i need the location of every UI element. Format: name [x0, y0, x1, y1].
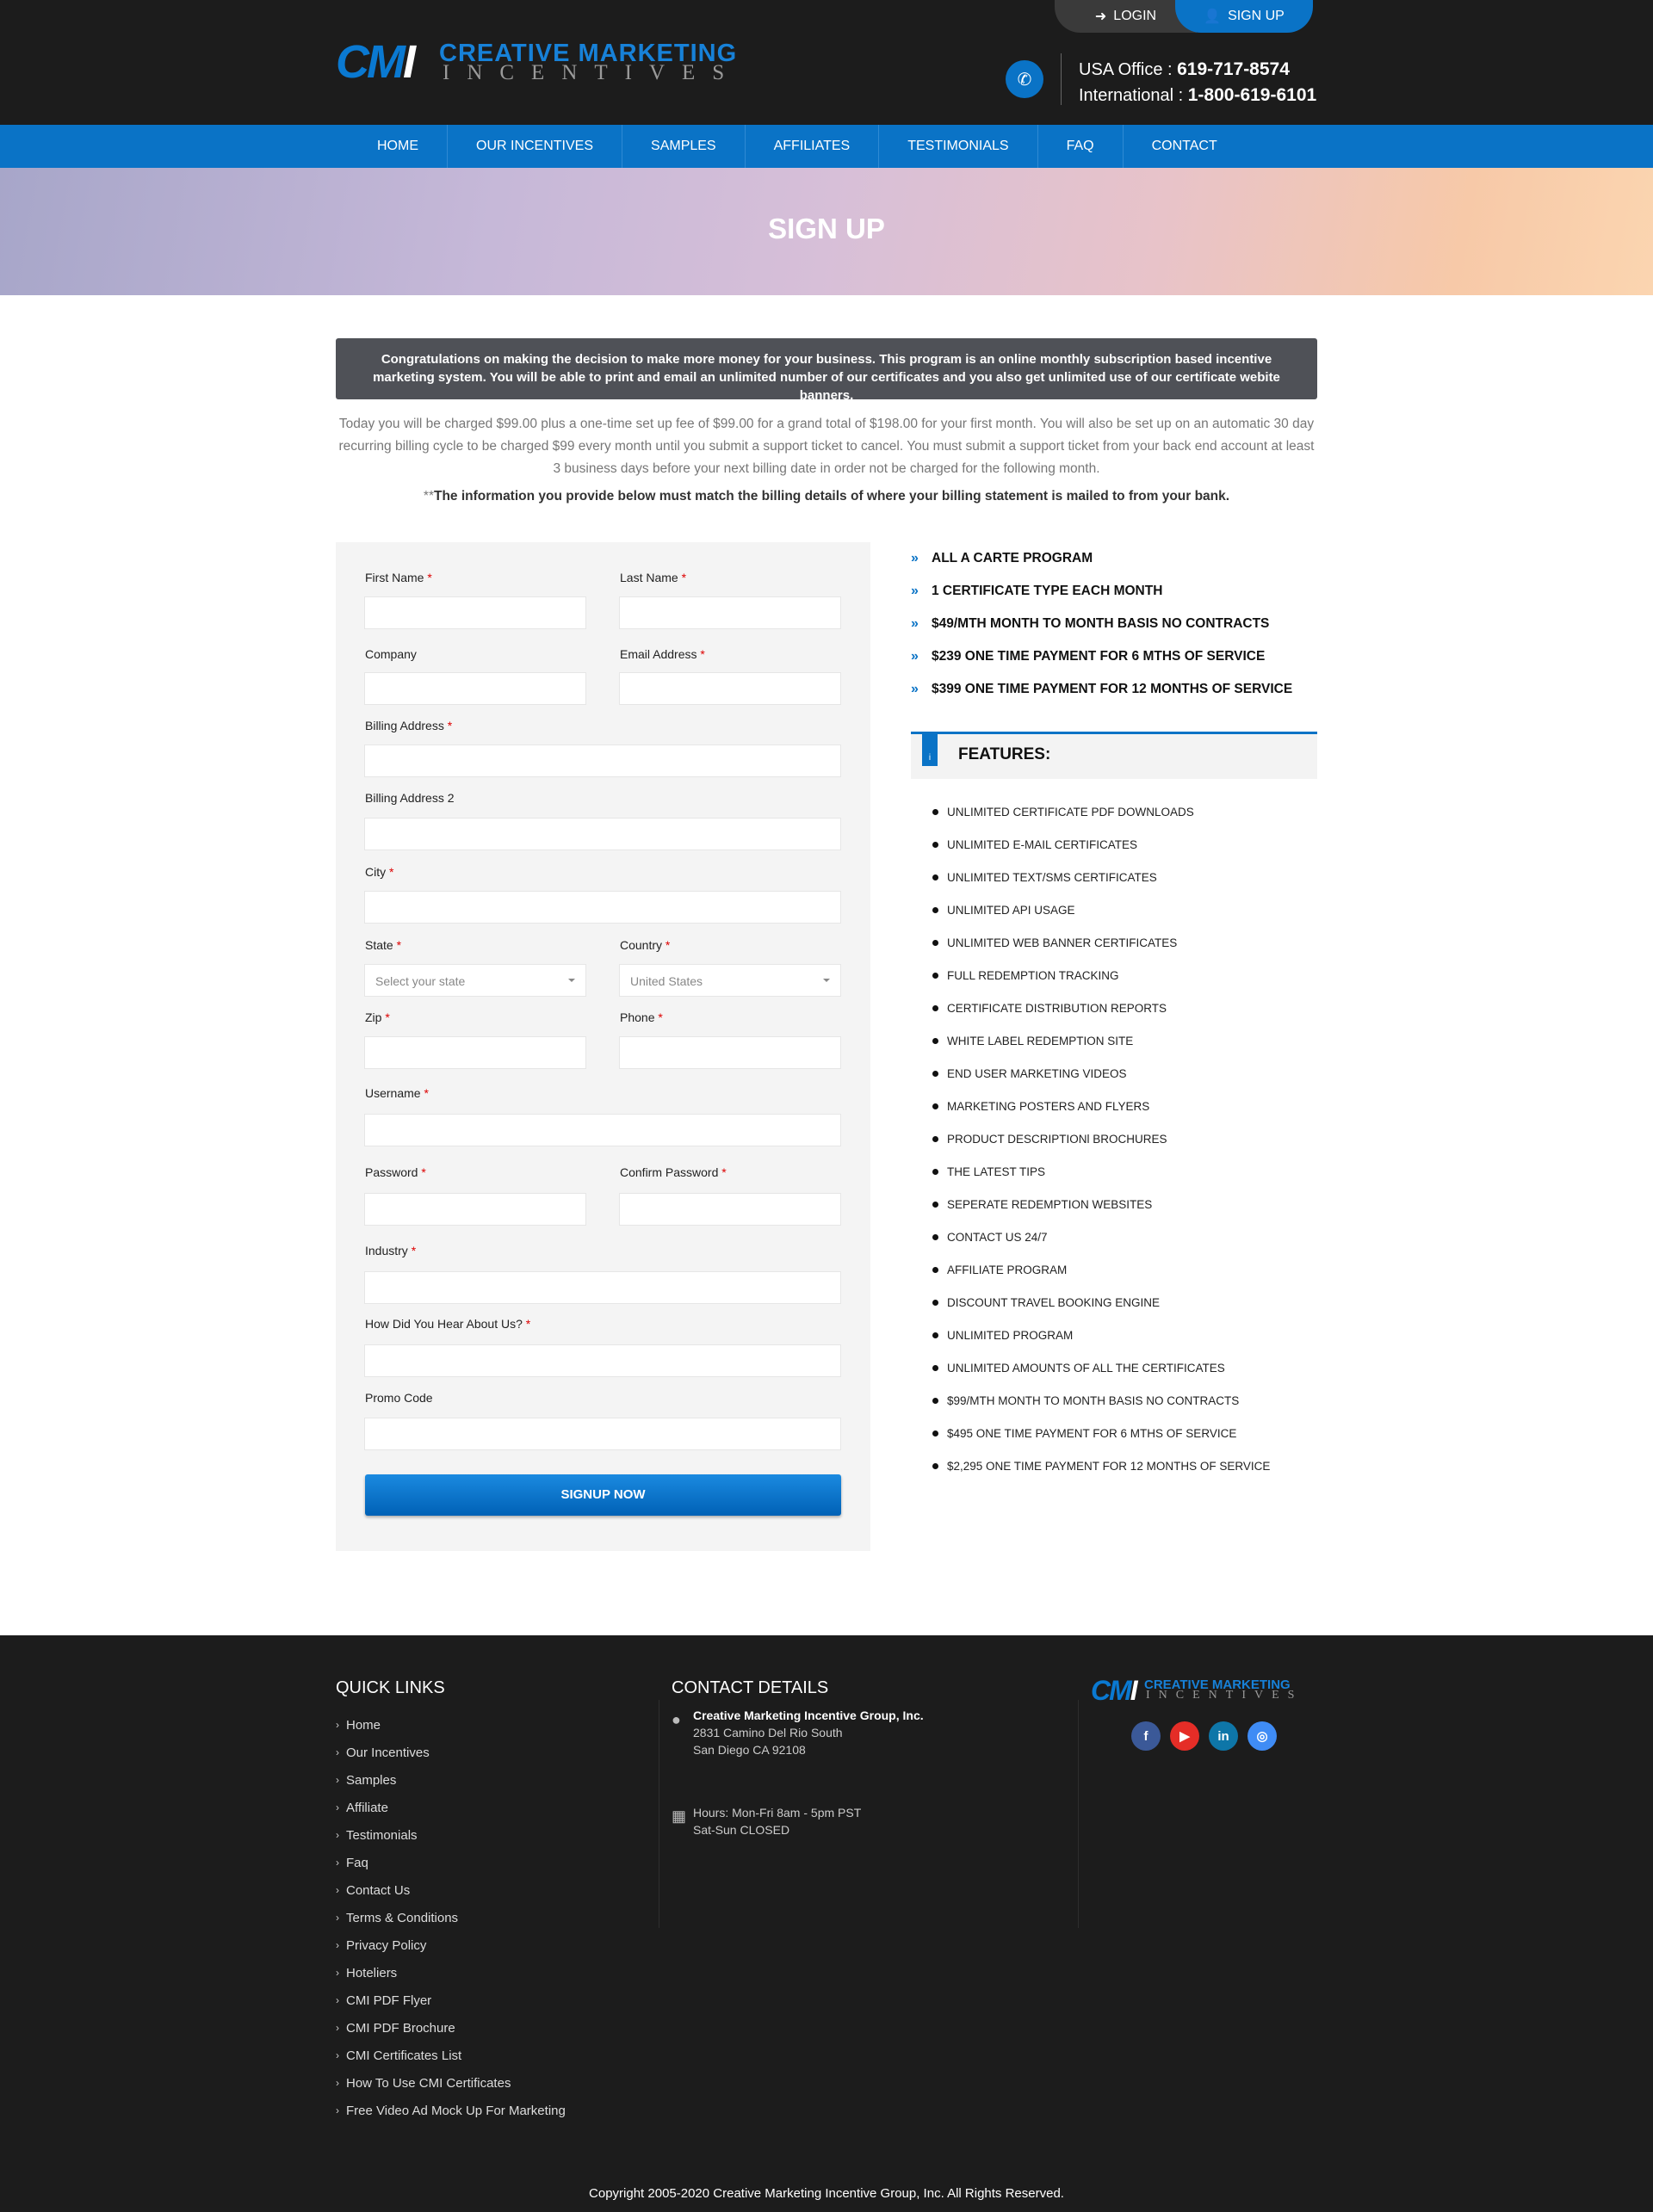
instagram-icon[interactable]: ◎: [1247, 1721, 1277, 1751]
zip-label: Zip *: [365, 1010, 390, 1024]
bullet-icon: [932, 842, 938, 848]
bullet-icon: [932, 1300, 938, 1306]
phone-icon: ✆: [1006, 60, 1043, 98]
chevron-down-icon: [568, 979, 575, 982]
bullet-icon: [932, 1038, 938, 1044]
bullet-icon: [932, 1463, 938, 1469]
map-pin-icon: ●: [672, 1711, 681, 1728]
password-field[interactable]: [364, 1193, 586, 1226]
company-label: Company: [365, 647, 417, 661]
hours-weekday: Hours: Mon-Fri 8am - 5pm PST: [693, 1806, 862, 1820]
features-title: FEATURES:: [958, 745, 1051, 763]
features-list: [932, 795, 1328, 1482]
list-item: UNLIMITED E-MAIL CERTIFICATES: [932, 828, 1328, 861]
list-item: UNLIMITED TEXT/SMS CERTIFICATES: [932, 861, 1328, 893]
list-item: PRODUCT DESCRIPTIONl BROCHURES: [932, 1122, 1328, 1155]
linkedin-icon[interactable]: in: [1209, 1721, 1238, 1751]
notice-prefix: **: [423, 489, 434, 504]
chevron-right-icon: ›: [336, 1857, 339, 1869]
list-item: $495 ONE TIME PAYMENT FOR 6 MTHS OF SERVICE: [932, 1417, 1328, 1449]
bullet-icon: [932, 1430, 938, 1437]
quick-links-title: QUICK LINKS: [336, 1678, 445, 1697]
billing-address-label: Billing Address *: [365, 719, 453, 732]
bullet-icon: [932, 1365, 938, 1371]
list-item: END USER MARKETING VIDEOS: [932, 1057, 1328, 1090]
logo-mark: CMI: [1091, 1675, 1136, 1706]
chevron-right-icon: ›: [336, 2077, 339, 2089]
calendar-icon: ▦: [672, 1807, 687, 1825]
list-item: » $239 ONE TIME PAYMENT FOR 6 MTHS OF SERVICE: [911, 649, 1266, 664]
logo-line2: INCENTIVES: [443, 61, 742, 84]
signup-button[interactable]: [1175, 0, 1313, 33]
last-name-label: Last Name *: [620, 571, 687, 584]
username-field[interactable]: [364, 1114, 841, 1146]
chevron-right-icon: ›: [336, 1912, 339, 1924]
bullet-icon: [932, 809, 938, 815]
signup-label: SIGN UP: [1228, 9, 1285, 23]
quick-links: [336, 1711, 566, 2124]
bullet-icon: [932, 1234, 938, 1240]
footer-link-affiliate[interactable]: › Affiliate: [336, 1800, 388, 1815]
list-item: AFFILIATE PROGRAM: [932, 1253, 1328, 1286]
footer-link-pdf-flyer[interactable]: › CMI PDF Flyer: [336, 1993, 432, 2008]
phone-field[interactable]: [619, 1036, 841, 1069]
footer-link-certificates-list[interactable]: › CMI Certificates List: [336, 2048, 462, 2063]
contact-title: CONTACT DETAILS: [672, 1678, 829, 1697]
copyright: Copyright 2005-2020 Creative Marketing Incentive Group, Inc. All Rights Reserved.: [589, 2186, 1064, 2201]
list-item: DISCOUNT TRAVEL BOOKING ENGINE: [932, 1286, 1328, 1319]
phone-numbers: [1079, 57, 1316, 108]
list-item: SEPERATE REDEMPTION WEBSITES: [932, 1188, 1328, 1220]
bullet-icon: [932, 1136, 938, 1142]
email-field[interactable]: [619, 672, 841, 705]
billing-info: Today you will be charged $99.00 plus a one-time set up fee of $99.00 for a grand total of $198.00 for your first month. You will also be set up on an automatic 30 day recurring billing cycle to be charged $99 every month until you submit a support ticket to cancel. You must submit a support ticket from your back end account at least 3 business days before your next billing date in order not be charged for the following month.: [338, 417, 1315, 476]
company-field[interactable]: [364, 672, 586, 705]
notice-text: The information you provide below must match the billing details of where your billing statement is mailed to from your bank.: [433, 489, 1230, 504]
country-value: United States: [630, 974, 703, 988]
page-title: SIGN UP: [768, 213, 885, 244]
list-item: » 1 CERTIFICATE TYPE EACH MONTH: [911, 584, 1163, 598]
zip-field[interactable]: [364, 1036, 586, 1069]
chevron-right-icon: ›: [336, 1719, 339, 1731]
password-label: Password *: [365, 1165, 426, 1179]
usa-phone[interactable]: 619-717-8574: [1177, 59, 1290, 79]
auth-bar: [1055, 0, 1313, 33]
page-banner: [0, 168, 1653, 295]
nav-our-incentives[interactable]: OUR INCENTIVES: [448, 125, 622, 168]
billing-address-field[interactable]: [364, 745, 841, 777]
congrats-banner: Congratulations on making the decision to make more money for your business. This program is an online monthly subscription based incentive marketing system. You will be able to print and email an unlimited number of our certificates and you also get unlimited use of our certificate webite banners.: [336, 338, 1317, 399]
list-item: UNLIMITED API USAGE: [932, 893, 1328, 926]
bullet-icon: [932, 1071, 938, 1077]
add-user-icon: 👤: [1204, 9, 1222, 24]
footer-link-testimonials[interactable]: › Testimonials: [336, 1827, 418, 1843]
first-name-field[interactable]: [364, 596, 586, 629]
billing-address-2-field[interactable]: [364, 818, 841, 850]
chevron-right-icon: ›: [336, 1967, 339, 1979]
address-line-2: San Diego CA 92108: [693, 1743, 806, 1757]
city-field[interactable]: [364, 891, 841, 924]
bullet-icon: [932, 1267, 938, 1273]
chevron-right-icon: ›: [336, 2049, 339, 2061]
chevron-down-icon: [823, 979, 830, 982]
list-item: $2,295 ONE TIME PAYMENT FOR 12 MONTHS OF SERVICE: [932, 1449, 1328, 1482]
double-chevron-icon: »: [911, 616, 919, 631]
bullet-icon: [932, 1398, 938, 1404]
promo-code-label: Promo Code: [365, 1391, 433, 1405]
confirm-password-field[interactable]: [619, 1193, 841, 1226]
footer-link-samples[interactable]: › Samples: [336, 1772, 397, 1788]
industry-label: Industry *: [365, 1244, 417, 1257]
nav-affiliates[interactable]: AFFILIATES: [746, 125, 880, 168]
footer-link-faq[interactable]: › Faq: [336, 1855, 368, 1870]
footer-link-our-incentives[interactable]: › Our Incentives: [336, 1745, 430, 1760]
state-value: Select your state: [375, 974, 466, 988]
company-name: Creative Marketing Incentive Group, Inc.: [693, 1708, 924, 1722]
list-item: MARKETING POSTERS AND FLYERS: [932, 1090, 1328, 1122]
bullet-icon: [932, 1202, 938, 1208]
list-item: » $49/MTH MONTH TO MONTH BASIS NO CONTRACTS: [911, 616, 1270, 631]
promo-code-field[interactable]: [364, 1418, 841, 1450]
footer-link-hoteliers[interactable]: › Hoteliers: [336, 1965, 398, 1980]
billing-address-2-label: Billing Address 2: [365, 791, 455, 805]
last-name-field[interactable]: [619, 596, 841, 629]
footer-logo[interactable]: [1091, 1675, 1315, 1706]
list-item: UNLIMITED WEB BANNER CERTIFICATES: [932, 926, 1328, 959]
billing-notice: [336, 489, 1317, 504]
double-chevron-icon: »: [911, 649, 919, 664]
country-label: Country *: [620, 938, 671, 952]
list-item: CONTACT US 24/7: [932, 1220, 1328, 1253]
facebook-icon[interactable]: f: [1131, 1721, 1161, 1751]
industry-field[interactable]: [364, 1271, 841, 1304]
nav-faq[interactable]: FAQ: [1038, 125, 1124, 168]
footer-link-terms[interactable]: › Terms & Conditions: [336, 1910, 459, 1925]
double-chevron-icon: »: [911, 551, 919, 565]
logo-line2: INCENTIVES: [1146, 1689, 1303, 1702]
nav-contact[interactable]: CONTACT: [1151, 139, 1217, 153]
chevron-right-icon: ›: [336, 2022, 339, 2034]
list-item: UNLIMITED AMOUNTS OF ALL THE CERTIFICATES: [932, 1351, 1328, 1384]
list-item: UNLIMITED PROGRAM: [932, 1319, 1328, 1351]
bullet-icon: [932, 907, 938, 913]
footer-link-contact[interactable]: › Contact Us: [336, 1882, 411, 1898]
list-item: $99/MTH MONTH TO MONTH BASIS NO CONTRACTS: [932, 1384, 1328, 1417]
footer-link-privacy[interactable]: › Privacy Policy: [336, 1937, 427, 1953]
bullet-icon: [932, 874, 938, 880]
chevron-right-icon: ›: [336, 1801, 339, 1813]
first-name-label: First Name *: [365, 571, 432, 584]
chevron-right-icon: ›: [336, 1884, 339, 1896]
double-chevron-icon: »: [911, 584, 919, 598]
signup-form: [336, 542, 870, 1551]
bullet-icon: [932, 1332, 938, 1338]
state-label: State *: [365, 938, 402, 952]
nav-testimonials[interactable]: TESTIMONIALS: [879, 125, 1037, 168]
confirm-password-label: Confirm Password *: [620, 1165, 727, 1179]
footer-link-pdf-brochure[interactable]: › CMI PDF Brochure: [336, 2020, 455, 2036]
logo-line1: CREATIVE MARKETING: [439, 40, 738, 67]
bullet-icon: [932, 1103, 938, 1109]
intl-phone[interactable]: 1-800-619-6101: [1187, 85, 1317, 105]
international-label: International :: [1079, 86, 1188, 105]
state-select[interactable]: [364, 964, 586, 997]
list-item: THE LATEST TIPS: [932, 1155, 1328, 1188]
login-icon: ➜: [1094, 9, 1107, 24]
footer: [0, 1635, 1653, 2212]
chevron-right-icon: ›: [336, 1829, 339, 1841]
login-label: LOGIN: [1113, 9, 1157, 23]
features-heading: [911, 732, 1317, 779]
site-logo[interactable]: [336, 36, 762, 88]
email-label: Email Address *: [620, 647, 705, 661]
header: [0, 0, 1653, 125]
divider: [1078, 1700, 1079, 1928]
footer-link-home[interactable]: › Home: [336, 1717, 381, 1733]
bullet-icon: [932, 1169, 938, 1175]
chevron-right-icon: ›: [336, 1746, 339, 1758]
youtube-icon[interactable]: ▶: [1170, 1721, 1199, 1751]
bullet-icon: [932, 973, 938, 979]
chevron-right-icon: ›: [336, 1994, 339, 2006]
contact-address: [693, 1707, 924, 1758]
info-icon: i: [922, 734, 938, 766]
hear-about-label: How Did You Hear About Us? *: [365, 1317, 531, 1331]
logo-line1: CREATIVE MARKETING: [1144, 1678, 1291, 1692]
nav-home[interactable]: HOME: [349, 125, 448, 168]
address-line-1: 2831 Camino Del Rio South: [693, 1726, 843, 1739]
bullet-icon: [932, 940, 938, 946]
bullet-icon: [932, 1005, 938, 1011]
main-nav: [0, 125, 1653, 168]
signup-now-button[interactable]: SIGNUP NOW: [365, 1474, 841, 1516]
nav-samples[interactable]: SAMPLES: [622, 125, 746, 168]
list-item: CERTIFICATE DISTRIBUTION REPORTS: [932, 992, 1328, 1024]
list-item: WHITE LABEL REDEMPTION SITE: [932, 1024, 1328, 1057]
contact-hours: [693, 1804, 861, 1838]
list-item: » $399 ONE TIME PAYMENT FOR 12 MONTHS OF SERVICE: [911, 682, 1293, 696]
logo-mark: CMI: [336, 36, 413, 88]
chevron-right-icon: ›: [336, 1939, 339, 1951]
list-item: UNLIMITED CERTIFICATE PDF DOWNLOADS: [932, 795, 1328, 828]
hear-about-field[interactable]: [364, 1344, 841, 1377]
footer-link-video-ad[interactable]: › Free Video Ad Mock Up For Marketing: [336, 2103, 566, 2118]
divider: [1061, 53, 1062, 105]
list-item: FULL REDEMPTION TRACKING: [932, 959, 1328, 992]
phone-label: Phone *: [620, 1010, 663, 1024]
username-label: Username *: [365, 1086, 429, 1100]
hours-weekend: Sat-Sun CLOSED: [693, 1823, 790, 1837]
plan-list: [911, 542, 1324, 706]
list-item: » ALL A CARTE PROGRAM: [911, 551, 1093, 565]
chevron-right-icon: ›: [336, 2104, 339, 2116]
country-select[interactable]: [619, 964, 841, 997]
chevron-right-icon: ›: [336, 1774, 339, 1786]
double-chevron-icon: »: [911, 682, 919, 696]
city-label: City *: [365, 865, 394, 879]
footer-link-how-to-use[interactable]: › How To Use CMI Certificates: [336, 2075, 511, 2091]
usa-office-label: USA Office :: [1079, 60, 1178, 79]
